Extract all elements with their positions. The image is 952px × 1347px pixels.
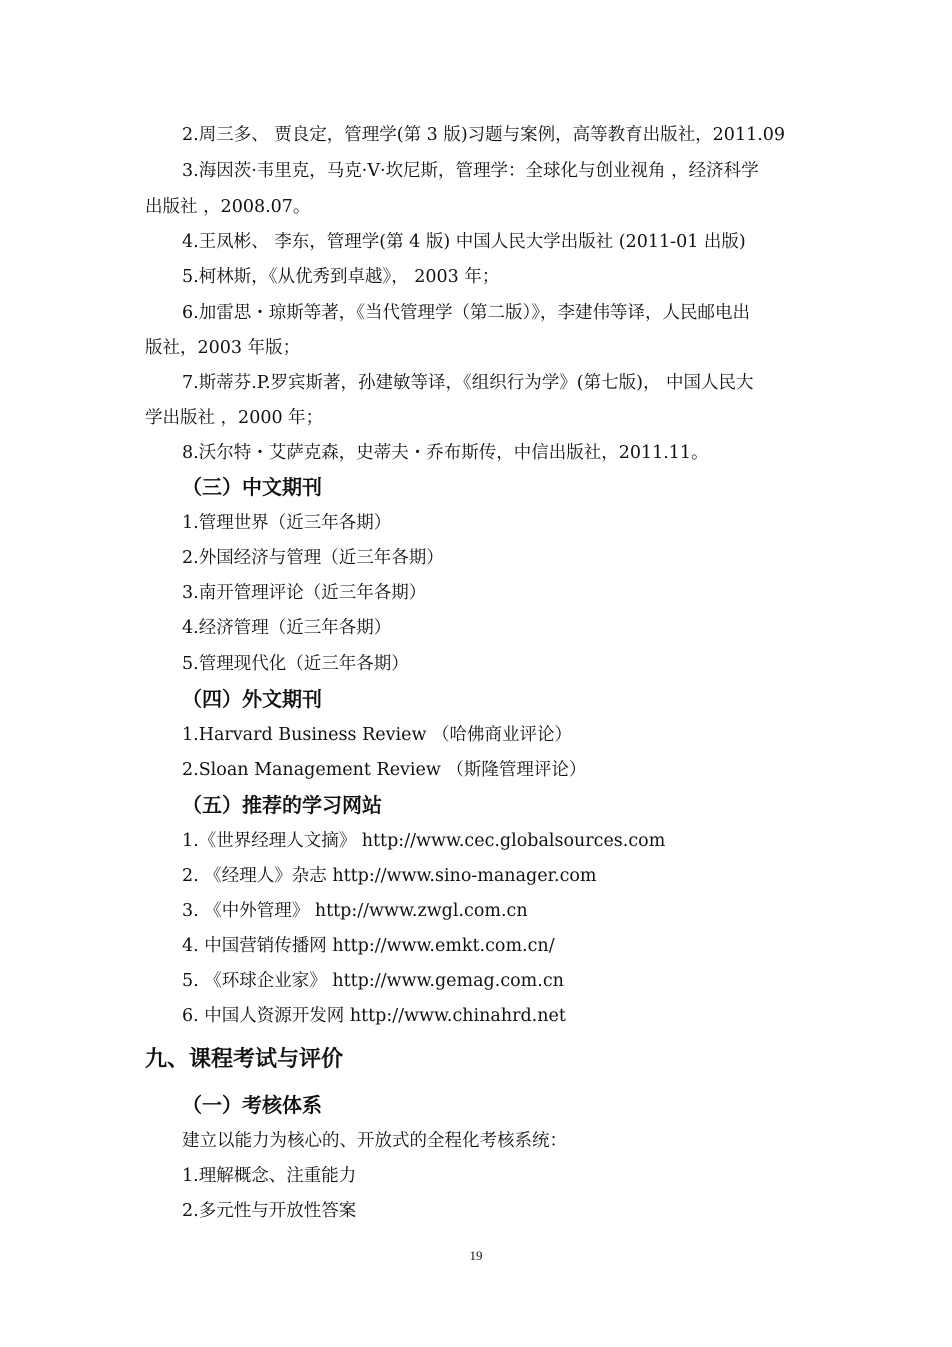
cn-journal-item: 4.经济管理（近三年各期） xyxy=(182,618,392,638)
reference-book-5: 5.柯林斯，《从优秀到卓越》， 2003 年； xyxy=(182,267,500,287)
section-heading-cn-journals: （三）中文期刊 xyxy=(182,475,322,499)
chapter-title: 九、课程考试与评价 xyxy=(145,1047,344,1072)
website-item: 4. 中国营销传播网 http://www.emkt.com.cn/ xyxy=(182,936,555,956)
section-heading-websites: （五）推荐的学习网站 xyxy=(182,793,382,817)
section-heading-foreign-journals: （四）外文期刊 xyxy=(182,687,322,711)
reference-book-7: 7.斯蒂芬.P.罗宾斯著，孙建敏等译，《组织行为学》(第七版)， 中国人民大 xyxy=(182,373,754,393)
cn-journal-item: 3.南开管理评论（近三年各期） xyxy=(182,583,427,603)
cn-journal-item: 5.管理现代化（近三年各期） xyxy=(182,654,409,674)
reference-book-8: 8.沃尔特・艾萨克森，史蒂夫・乔布斯传，中信出版社，2011.11。 xyxy=(182,443,709,463)
reference-book-7-cont: 学出版社 ，2000 年； xyxy=(145,408,324,428)
reference-book-2: 2.周三多、 贾良定，管理学(第 3 版)习题与案例，高等教育出版社，2011.09 xyxy=(182,125,786,145)
website-item: 6. 中国人资源开发网 http://www.chinahrd.net xyxy=(182,1006,566,1026)
chapter-item: 1.理解概念、注重能力 xyxy=(182,1166,357,1186)
foreign-journal-item: 2.Sloan Management Review （斯隆管理评论） xyxy=(182,760,587,780)
reference-book-3: 3.海因茨·韦里克，马克·V·坎尼斯，管理学：全球化与创业视角 ，经济科学 xyxy=(182,161,759,181)
website-item: 1.《世界经理人文摘》 http://www.cec.globalsources.com xyxy=(182,831,666,851)
chapter-subheading: （一）考核体系 xyxy=(182,1093,322,1117)
page-number: 19 xyxy=(469,1248,483,1263)
website-item: 3. 《中外管理》 http://www.zwgl.com.cn xyxy=(182,901,528,921)
reference-book-3-cont: 出版社 ，2008.07。 xyxy=(145,197,311,217)
foreign-journal-item: 1.Harvard Business Review （哈佛商业评论） xyxy=(182,725,572,745)
chapter-item: 2.多元性与开放性答案 xyxy=(182,1201,357,1221)
reference-book-4: 4.王凤彬、 李东，管理学(第 4 版) 中国人民大学出版社 (2011-01 出版) xyxy=(182,232,746,252)
website-item: 5. 《环球企业家》 http://www.gemag.com.cn xyxy=(182,971,564,991)
cn-journal-item: 2.外国经济与管理（近三年各期） xyxy=(182,548,444,568)
reference-book-6: 6.加雷思・琼斯等著，《当代管理学（第二版）》，李建伟等译，人民邮电出 xyxy=(182,303,750,323)
chapter-intro: 建立以能力为核心的、开放式的全程化考核系统： xyxy=(182,1131,567,1151)
reference-book-6-cont: 版社，2003 年版； xyxy=(145,338,301,358)
website-item: 2. 《经理人》杂志 http://www.sino-manager.com xyxy=(182,866,597,886)
cn-journal-item: 1.管理世界（近三年各期） xyxy=(182,513,392,533)
